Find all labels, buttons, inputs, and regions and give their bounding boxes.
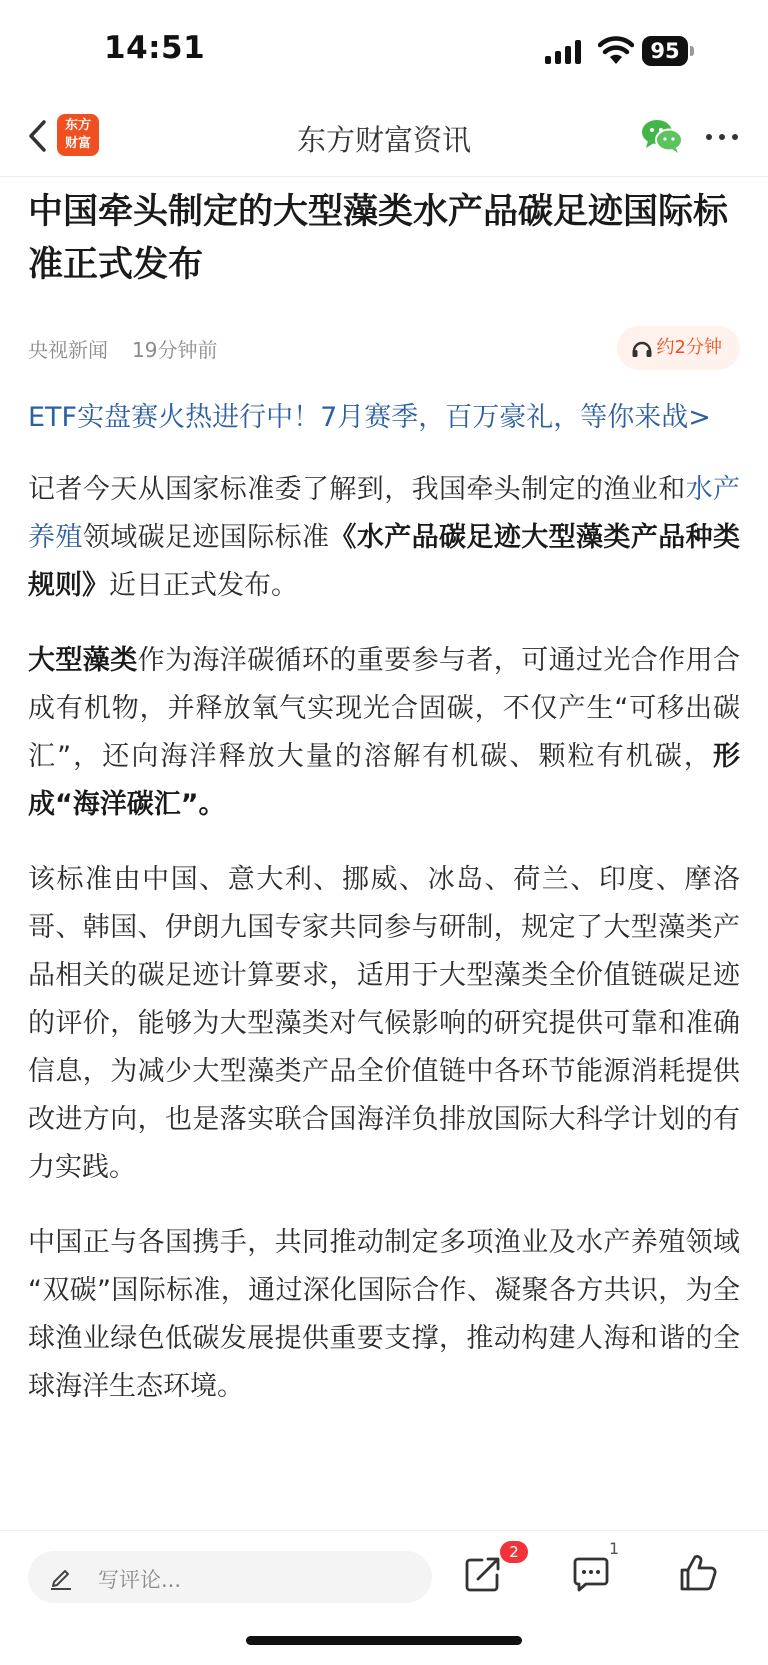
promo-link[interactable]: ETF实盘赛火热进行中！7月赛季，百万豪礼，等你来战>	[28, 402, 711, 433]
status-bar	[0, 0, 768, 100]
more-icon[interactable]	[706, 134, 738, 142]
logo-line-1: 东方	[64, 118, 91, 133]
thumbs-up-icon[interactable]	[678, 1553, 718, 1593]
status-time: 14:51	[104, 30, 206, 66]
paragraph-2	[28, 637, 740, 829]
keyword-link[interactable]: 水产养殖	[28, 474, 741, 553]
nav-title: 东方财富资讯	[296, 123, 471, 157]
p1-text-1: 记者今天从国家标准委了解到，我国牵头制定的渔业和	[28, 474, 686, 505]
share-badge: 2	[500, 1541, 528, 1563]
logo-line-2: 财富	[64, 136, 91, 151]
listen-duration: 约2分钟	[656, 337, 722, 358]
battery-level: 95	[650, 39, 680, 63]
paragraph-4: 中国正与各国携手，共同推动制定多项渔业及水产养殖领域 “双碳”国际标准，通过深化国际合作、凝聚各方共识，为全球渔业绿色低碳发展提供重要支撑，推动构建人海和谐的全球海洋生态环境。	[28, 1227, 740, 1402]
comment-count: 1	[609, 1539, 620, 1558]
paragraph-3: 该标准由中国、意大利、挪威、冰岛、荷兰、印度、摩洛哥、韩国、伊朗九国专家共同参与研制，规定了大型藻类产品相关的碳足迹计算要求，适用于大型藻类全价值链碳足迹的评价，能够为大型藻类对气候影响的研究提供可靠和准确信息，为减少大型藻类产品全价值链中各环节能源消耗提供改进方向，也是落实联合国海洋负排放国际大科学计划的有力实践。	[28, 864, 740, 1183]
listen-button[interactable]	[617, 326, 740, 370]
p1-text-2: 领域碳足迹国际标准	[82, 522, 330, 553]
article	[28, 176, 740, 1438]
p2-bold-1: 大型藻类	[28, 645, 138, 676]
cellular-signal-icon	[545, 38, 583, 64]
bottom-bar	[0, 1530, 768, 1611]
wifi-icon	[598, 36, 634, 66]
back-icon[interactable]	[22, 116, 54, 156]
article-time: 19分钟前	[132, 338, 218, 362]
share-icon[interactable]	[464, 1555, 502, 1593]
p1-standard-name: 《水产品碳足迹大型藻类产品种类规则》	[28, 522, 741, 601]
p2-text: 作为海洋碳循环的重要参与者，可通过光合作用合成有机物，并释放氧气实现光合固碳，不仅产生“可移出碳汇”，还向海洋释放大量的溶解有机碳、颗粒有机碳，	[28, 645, 741, 772]
home-indicator[interactable]	[246, 1636, 522, 1645]
comment-icon[interactable]	[572, 1555, 610, 1593]
app-logo	[57, 114, 99, 156]
nav-bar	[0, 100, 768, 177]
comment-placeholder: 写评论...	[98, 1568, 182, 1592]
wechat-icon[interactable]	[640, 118, 684, 154]
paragraph-1	[28, 466, 740, 610]
article-source: 央视新闻	[28, 338, 108, 362]
battery-indicator	[642, 36, 694, 66]
comment-input[interactable]	[28, 1551, 432, 1603]
p2-bold-2: 形成“海洋碳汇”。	[28, 741, 740, 820]
article-meta	[28, 326, 740, 372]
pen-icon	[48, 1564, 74, 1590]
headphones-icon	[631, 338, 653, 358]
p1-text-3: 近日正式发布。	[109, 570, 298, 601]
article-title: 中国牵头制定的大型藻类水产品碳足迹国际标准正式发布	[28, 192, 729, 285]
